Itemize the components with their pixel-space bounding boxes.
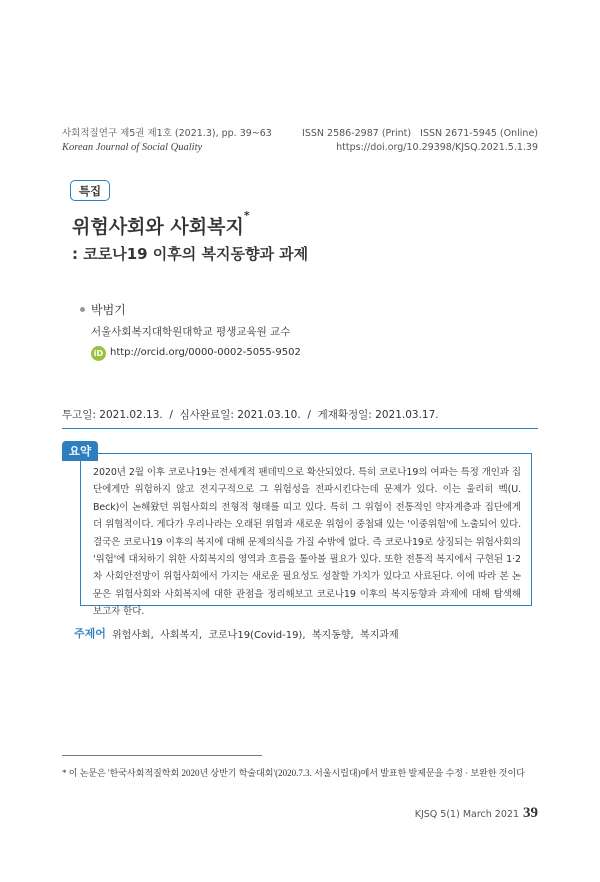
orcid-link[interactable]: http://orcid.org/0000-0002-5055-9502 [110, 347, 301, 358]
doi-link[interactable]: https://doi.org/10.29398/KJSQ.2021.5.1.39 [336, 142, 538, 153]
keywords-text: 위험사회, 사회복지, 코로나19(Covid-19), 복지동향, 복지과제 [112, 630, 399, 641]
journal-volume-info: 사회적질연구 제5권 제1호 (2021.3), pp. 39~63 [62, 128, 272, 139]
author-bullet-icon [80, 307, 85, 312]
issn-info: ISSN 2586-2987 (Print) ISSN 2671-5945 (Online) [302, 128, 538, 139]
keywords-label: 주제어 [74, 627, 106, 640]
title-footnote-mark[interactable]: * [243, 209, 250, 222]
footnote: * 이 논문은 '한국사회적질학회 2020년 상반기 학술대회'(2020.7.3. 서울시립대)에서 발표한 발제문을 수정 · 보완한 것이다 [62, 768, 525, 778]
page-footer [415, 805, 538, 822]
paper-subtitle: : 코로나19 이후의 복지동향과 과제 [72, 245, 309, 263]
author-name: 박범기 [91, 303, 126, 317]
special-issue-badge: 특집 [70, 180, 110, 201]
paper-title-text: 위험사회와 사회복지 [72, 216, 244, 238]
abstract-text: 2020년 2월 이후 코로나19는 전세계적 팬데믹으로 확산되었다. 특히 코로나19의 여파는 특정 개인과 집단에게만 위험하지 않고 전지구적으로 그 위험성을 전파시킨다는데 문제가 있다. 이는 울리히 벡(U. Beck)이 논해왔던 위험사회의 전형적 형태를 띠고 있다. 특히 그 위험이 전통적인 약자계층과 집단에게 더 위협적이다. 게다가 우리나라는 오래된 위험과 새로운 위험이 중첩돼 있는 '이중위험'에 노출되어 있다. 결국은 코로나19 이후의 복지에 대해 문제의식을 가질 수밖에 없다. 즉 코로나19로 상징되는 위험사회의 '위험'에 대처하기 위한 사회복지의 영역과 흐름을 톺아볼 필요가 있다. 또한 전통적 복지에서 구현된 1·2차 사회안전망이 위험사회에서 가지는 새로운 필요성도 성찰할 가치가 있다고 사료된다. 이에 따라 본 논문은 위험사회와 사회복지에 대한 관점을 정리해보고 코로나19 이후의 복지동향과 과제에 대해 탐색해 보고자 한다. [93, 467, 521, 618]
footer-journal: KJSQ 5(1) March 2021 [414, 809, 519, 820]
orcid-icon: iD [91, 346, 106, 361]
dates-divider [62, 428, 538, 429]
submission-dates: 투고일: 2021.02.13. / 심사완료일: 2021.03.10. / 게재확정일: 2021.03.17. [62, 409, 439, 421]
paper-title [72, 209, 250, 239]
author-affiliation: 서울사회복지대학원대학교 평생교육원 교수 [91, 326, 291, 338]
footnote-divider [62, 755, 262, 756]
page-number: 39 [523, 805, 538, 821]
journal-english-title: Korean Journal of Social Quality [62, 142, 203, 153]
journal-header-left [62, 127, 272, 155]
abstract-label: 요약 [62, 441, 98, 461]
journal-header-right [302, 127, 538, 155]
